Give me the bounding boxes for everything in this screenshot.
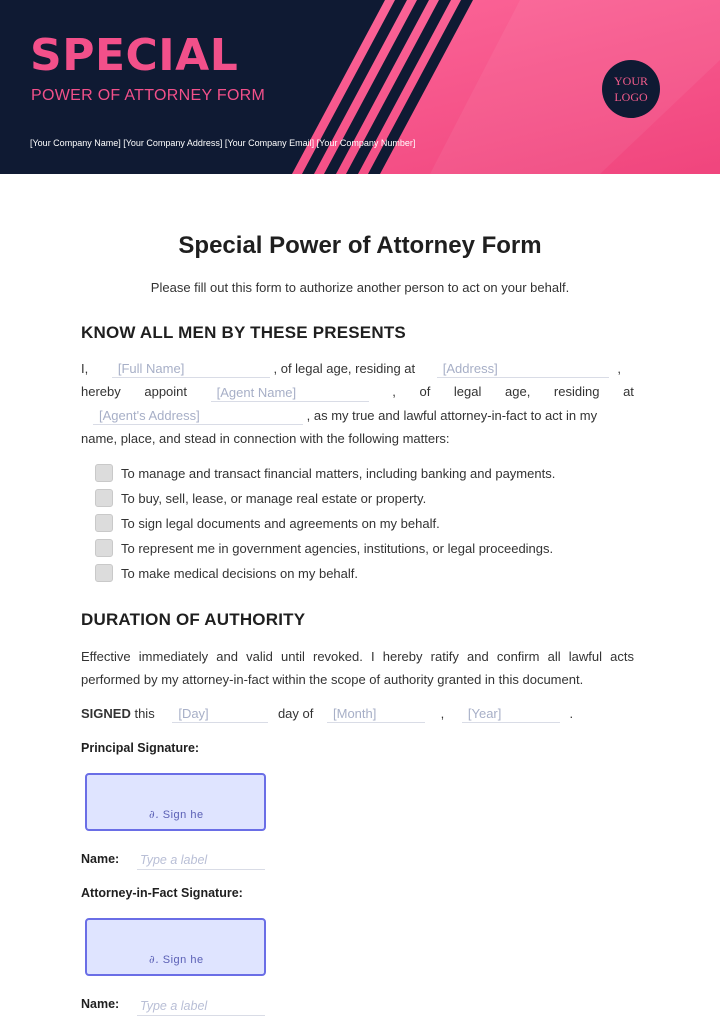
section-heading-duration: DURATION OF AUTHORITY xyxy=(81,610,306,629)
checkbox[interactable] xyxy=(95,464,113,482)
checkbox[interactable] xyxy=(95,514,113,532)
attorney-signature-field[interactable] xyxy=(85,918,266,976)
matter-label: To make medical decisions on my behalf. xyxy=(121,565,359,581)
address-field[interactable]: [Address] xyxy=(437,360,609,378)
section-heading-presents: KNOW ALL MEN BY THESE PRESENTS xyxy=(81,323,406,342)
text-this: this xyxy=(134,706,155,721)
presents-line-2 xyxy=(81,384,634,404)
word-comma: , xyxy=(392,384,396,399)
document-intro: Please fill out this form to authorize another person to act on your behalf. xyxy=(150,280,570,295)
signed-label: SIGNED xyxy=(81,706,131,721)
text-period: . xyxy=(569,706,574,721)
word-residing: residing xyxy=(553,384,600,399)
brand-title: SPECIAL xyxy=(30,30,239,81)
checkbox[interactable] xyxy=(95,564,113,582)
matter-label: To manage and transact financial matters, including banking and payments. xyxy=(121,465,556,481)
principal-signature-label: Principal Signature: xyxy=(81,741,200,755)
text-i: I, xyxy=(81,361,89,376)
principal-name-label: Name: xyxy=(81,852,120,866)
presents-line-3 xyxy=(81,407,634,427)
text-legal-age-residing: , of legal age, residing at xyxy=(273,361,416,376)
word-legal: legal xyxy=(453,384,482,399)
attorney-signature-label: Attorney-in-Fact Signature: xyxy=(81,886,243,900)
presents-line-4: name, place, and stead in connection with the following matters: xyxy=(81,431,450,446)
sign-here-hint xyxy=(149,808,204,821)
text-comma: , xyxy=(440,706,445,721)
word-hereby: hereby xyxy=(81,384,121,399)
matter-row[interactable] xyxy=(95,488,426,508)
matter-row[interactable] xyxy=(95,463,555,483)
header-banner xyxy=(0,0,720,174)
principal-signature-field[interactable] xyxy=(85,773,266,831)
matter-label: To represent me in government agencies, institutions, or legal proceedings. xyxy=(121,540,554,556)
signature-pen-icon: ∂. xyxy=(149,953,160,966)
presents-line-1 xyxy=(81,360,634,380)
matter-label: To sign legal documents and agreements on my behalf. xyxy=(121,515,440,531)
full-name-field[interactable]: [Full Name] xyxy=(112,360,270,378)
text-attorney-in-fact: , as my true and lawful attorney-in-fact to act in my xyxy=(306,408,598,423)
sign-hint-text: Sign he xyxy=(162,954,204,966)
word-age: age, xyxy=(505,384,531,399)
company-logo xyxy=(602,60,660,118)
agent-name-field[interactable]: [Agent Name] xyxy=(211,384,369,402)
word-appoint: appoint xyxy=(144,384,188,399)
logo-line-2: LOGO xyxy=(614,90,648,104)
duration-text: Effective immediately and valid until revoked. I hereby ratify and confirm all lawful acts performed by my attorney-in-fact within the scope of authority granted in this document. xyxy=(81,649,634,687)
year-field[interactable]: [Year] xyxy=(462,705,560,723)
checkbox[interactable] xyxy=(95,539,113,557)
text-day-of: day of xyxy=(277,706,314,721)
matter-row[interactable] xyxy=(95,563,358,583)
company-contact-line: [Your Company Name] [Your Company Address] [Your Company Email] [Your Company Number] xyxy=(30,138,416,148)
text-comma: , xyxy=(617,361,622,376)
day-field[interactable]: [Day] xyxy=(172,705,268,723)
signature-pen-icon: ∂. xyxy=(149,808,160,821)
brand-subtitle: POWER OF ATTORNEY FORM xyxy=(31,87,266,104)
agent-address-field[interactable]: [Agent's Address] xyxy=(93,407,303,425)
sign-here-hint xyxy=(149,953,204,966)
month-field[interactable]: [Month] xyxy=(327,705,425,723)
matter-row[interactable] xyxy=(95,538,553,558)
matter-label: To buy, sell, lease, or manage real estate or property. xyxy=(121,490,427,506)
document-title: Special Power of Attorney Form xyxy=(178,232,542,259)
attorney-name-input[interactable]: Type a label xyxy=(137,998,265,1016)
word-of: of xyxy=(419,384,431,399)
logo-line-1: YOUR xyxy=(613,74,648,88)
checkbox[interactable] xyxy=(95,489,113,507)
matter-row[interactable] xyxy=(95,513,440,533)
sign-hint-text: Sign he xyxy=(162,809,204,821)
signed-line xyxy=(81,705,634,725)
word-at: at xyxy=(623,384,634,399)
attorney-name-label: Name: xyxy=(81,997,120,1011)
principal-name-input[interactable]: Type a label xyxy=(137,852,265,870)
